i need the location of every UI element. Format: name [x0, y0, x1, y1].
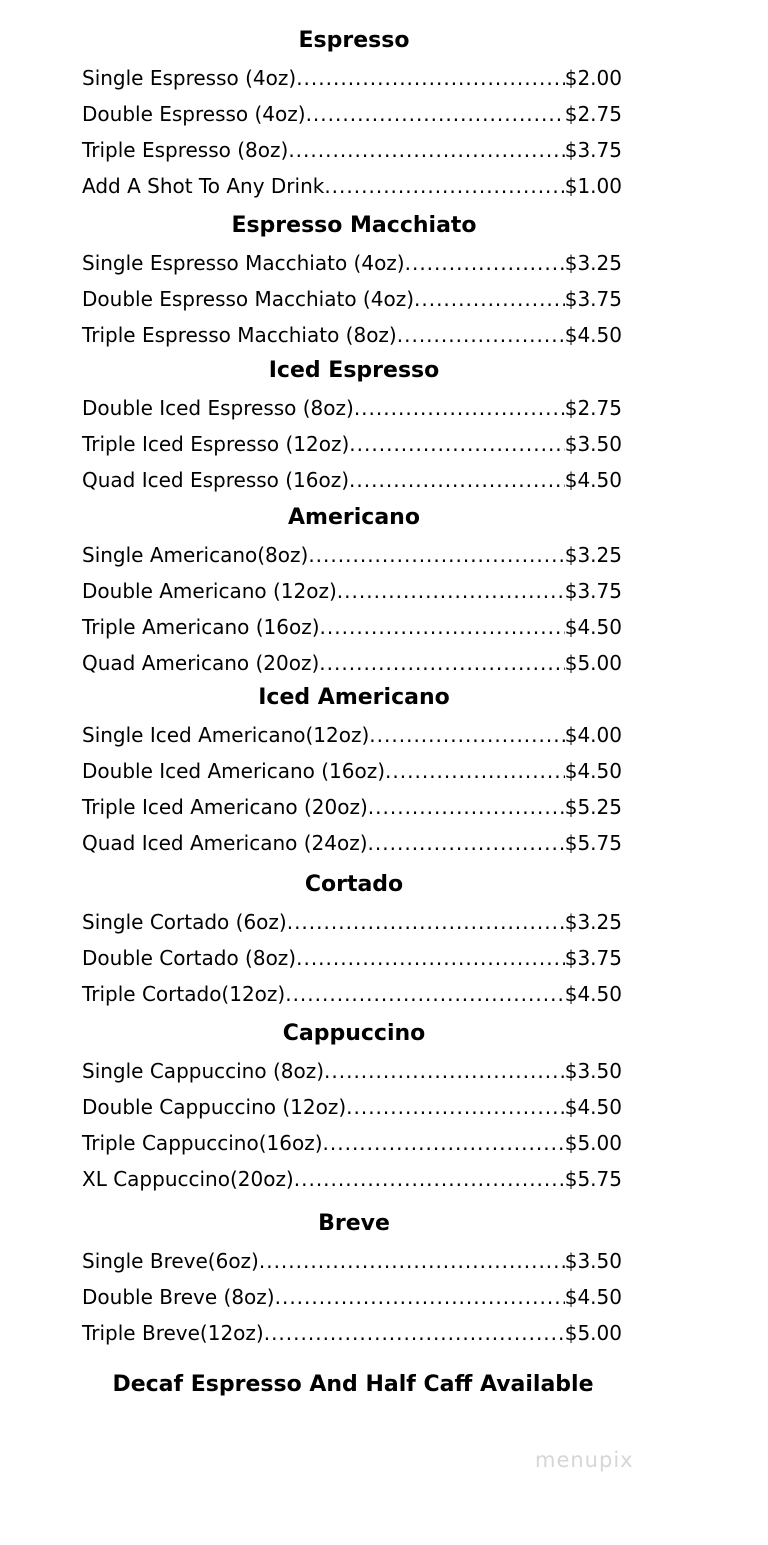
item-name: Quad Iced Espresso (16oz): [82, 468, 350, 492]
item-price: $5.00: [564, 651, 622, 675]
item-price: $5.00: [564, 1131, 622, 1155]
item-name: XL Cappuccino(20oz): [82, 1167, 294, 1191]
menu-item: [0, 132, 622, 168]
menu-item: [0, 717, 622, 753]
item-name: Triple Breve(12oz): [82, 1321, 264, 1345]
section-heading: Breve: [318, 1211, 390, 1236]
dot-leader: [285, 976, 565, 1012]
dot-leader: [287, 904, 565, 940]
item-price: $3.75: [564, 579, 622, 603]
item-price: $2.75: [564, 396, 622, 420]
menu-item: [0, 825, 622, 861]
item-name: Quad Americano (20oz): [82, 651, 320, 675]
item-price: $5.25: [564, 795, 622, 819]
menu-section: [0, 352, 768, 498]
menu-item: [0, 1315, 622, 1351]
menu-section: [0, 499, 768, 681]
item-price: $1.00: [564, 174, 622, 198]
menu-item: [0, 976, 622, 1012]
menu-section: [0, 207, 768, 353]
dot-leader: [296, 940, 565, 976]
item-price: $4.50: [564, 982, 622, 1006]
dot-leader: [308, 537, 564, 573]
item-price: $4.50: [564, 468, 622, 492]
item-name: Double Iced Espresso (8oz): [82, 396, 354, 420]
dot-leader: [337, 573, 565, 609]
item-name: Double Espresso Macchiato (4oz): [82, 287, 414, 311]
dot-leader: [306, 96, 565, 132]
item-name: Triple Cortado(12oz): [82, 982, 286, 1006]
menu-item: [0, 940, 622, 976]
item-name: Double Cortado (8oz): [82, 946, 297, 970]
footer-note: Decaf Espresso And Half Caff Available: [112, 1372, 594, 1397]
menu-item: [0, 537, 622, 573]
item-price: $3.50: [564, 1059, 622, 1083]
item-price: $3.75: [564, 138, 622, 162]
dot-leader: [288, 132, 564, 168]
section-heading: Cortado: [304, 872, 404, 897]
item-price: $3.75: [564, 287, 622, 311]
item-price: $2.75: [564, 102, 622, 126]
dot-leader: [405, 245, 565, 281]
dot-leader: [346, 1089, 565, 1125]
menu-section: [0, 22, 768, 204]
item-price: $3.75: [564, 946, 622, 970]
dot-leader: [397, 317, 565, 353]
item-price: $3.50: [564, 1249, 622, 1273]
item-name: Single Cappuccino (8oz): [82, 1059, 325, 1083]
item-price: $4.00: [564, 723, 622, 747]
item-name: Triple Iced Americano (20oz): [82, 795, 368, 819]
menu-item: [0, 573, 622, 609]
menu-item: [0, 1243, 622, 1279]
item-name: Double Breve (8oz): [82, 1285, 275, 1309]
item-price: $4.50: [564, 1095, 622, 1119]
item-name: Single Americano(8oz): [82, 543, 309, 567]
item-price: $3.25: [564, 543, 622, 567]
dot-leader: [385, 753, 565, 789]
dot-leader: [296, 60, 565, 96]
item-price: $2.00: [564, 66, 622, 90]
section-heading: Espresso: [298, 28, 410, 53]
item-name: Triple Espresso (8oz): [82, 138, 289, 162]
item-price: $5.00: [564, 1321, 622, 1345]
item-name: Double Cappuccino (12oz): [82, 1095, 347, 1119]
item-price: $3.25: [564, 251, 622, 275]
dot-leader: [324, 168, 564, 204]
dot-leader: [294, 1161, 565, 1197]
menu-item: [0, 426, 622, 462]
menu-item: [0, 317, 622, 353]
dot-leader: [368, 825, 565, 861]
item-price: $3.50: [564, 432, 622, 456]
menu-item: [0, 390, 622, 426]
item-name: Quad Iced Americano (24oz): [82, 831, 368, 855]
item-name: Triple Cappuccino(16oz): [82, 1131, 323, 1155]
section-heading: Cappuccino: [282, 1021, 426, 1046]
menu-section: [0, 1015, 768, 1197]
menu-item: [0, 281, 622, 317]
dot-leader: [320, 609, 565, 645]
dot-leader: [354, 390, 565, 426]
menu-item: [0, 96, 622, 132]
dot-leader: [324, 1053, 565, 1089]
item-name: Double Iced Americano (16oz): [82, 759, 386, 783]
dot-leader: [259, 1243, 565, 1279]
item-price: $4.50: [564, 1285, 622, 1309]
menu-item: [0, 60, 622, 96]
item-name: Single Cortado (6oz): [82, 910, 287, 934]
menu-item: [0, 609, 622, 645]
watermark-logo: menupix: [535, 1448, 634, 1472]
menu-item: [0, 1279, 622, 1315]
dot-leader: [264, 1315, 565, 1351]
dot-leader: [323, 1125, 565, 1161]
item-name: Double Americano (12oz): [82, 579, 337, 603]
item-name: Triple Americano (16oz): [82, 615, 320, 639]
item-name: Single Espresso (4oz): [82, 66, 297, 90]
dot-leader: [349, 462, 565, 498]
section-heading: Iced Espresso: [268, 358, 440, 383]
menu-item: [0, 904, 622, 940]
item-name: Single Breve(6oz): [82, 1249, 259, 1273]
menu-item: [0, 753, 622, 789]
item-price: $4.50: [564, 759, 622, 783]
menu-section: [0, 866, 768, 1012]
item-name: Add A Shot To Any Drink: [82, 174, 325, 198]
menu-item: [0, 245, 622, 281]
dot-leader: [368, 789, 565, 825]
item-name: Single Iced Americano(12oz): [82, 723, 370, 747]
item-price: $3.25: [564, 910, 622, 934]
menu-item: [0, 1089, 622, 1125]
menu-item: [0, 462, 622, 498]
dot-leader: [275, 1279, 565, 1315]
item-price: $5.75: [564, 831, 622, 855]
menu-item: [0, 1125, 622, 1161]
menu-item: [0, 168, 622, 204]
item-name: Triple Iced Espresso (12oz): [82, 432, 350, 456]
item-name: Triple Espresso Macchiato (8oz): [82, 323, 397, 347]
menu-item: [0, 1053, 622, 1089]
menu-section: [0, 1205, 768, 1351]
item-price: $5.75: [564, 1167, 622, 1191]
item-price: $4.50: [564, 615, 622, 639]
dot-leader: [369, 717, 564, 753]
dot-leader: [349, 426, 564, 462]
menu-item: [0, 645, 622, 681]
section-heading: Iced Americano: [258, 685, 450, 710]
dot-leader: [414, 281, 565, 317]
section-heading: Espresso Macchiato: [231, 213, 477, 238]
section-heading: Americano: [288, 505, 420, 530]
menu-item: [0, 789, 622, 825]
menu-section: [0, 679, 768, 861]
item-price: $4.50: [564, 323, 622, 347]
item-name: Double Espresso (4oz): [82, 102, 306, 126]
dot-leader: [319, 645, 564, 681]
item-name: Single Espresso Macchiato (4oz): [82, 251, 405, 275]
menu-item: [0, 1161, 622, 1197]
